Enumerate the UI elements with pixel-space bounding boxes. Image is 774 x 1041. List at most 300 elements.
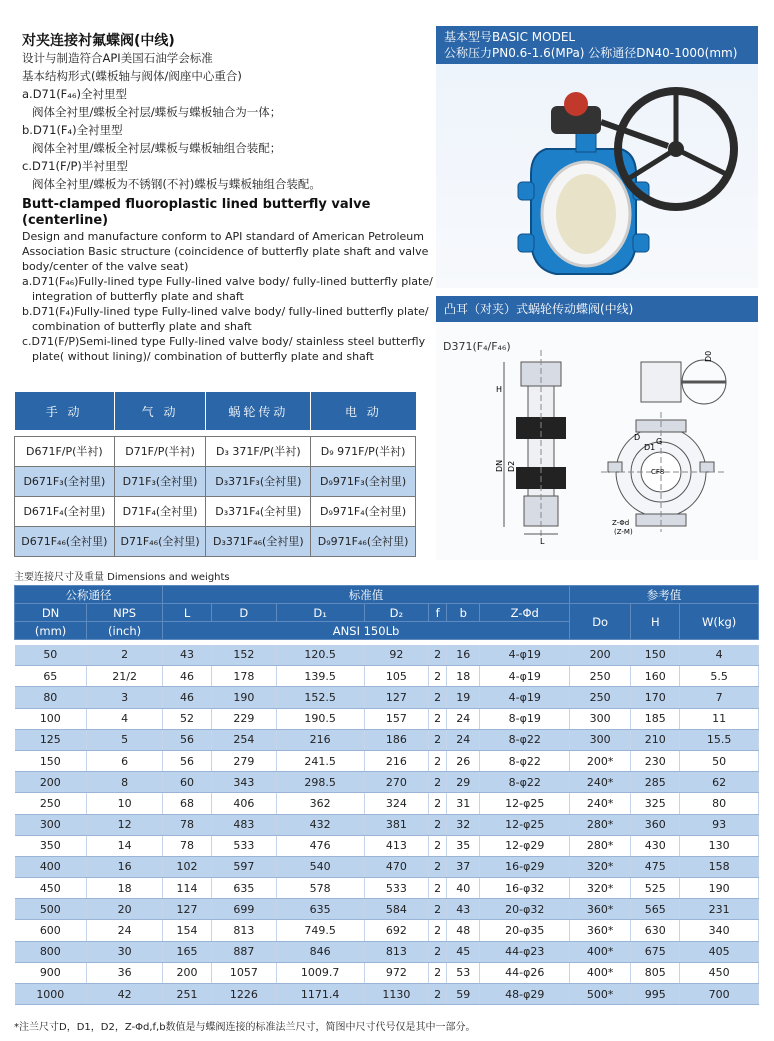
table-cell: 170 (631, 687, 680, 708)
table-cell: 16 (447, 645, 480, 666)
table-cell: 62 (680, 772, 759, 793)
basic-model-line1: 基本型号BASIC MODEL (444, 30, 576, 44)
table-cell: 362 (276, 793, 364, 814)
op-cell: D671F/P(半衬) (15, 436, 115, 466)
table-cell: 476 (276, 835, 364, 856)
table-cell: 298.5 (276, 772, 364, 793)
table-cell: 152.5 (276, 687, 364, 708)
table-cell: 200 (15, 772, 87, 793)
table-cell: 36 (87, 962, 163, 983)
table-cell: 185 (631, 708, 680, 729)
table-cell: 139.5 (276, 666, 364, 687)
table-cell: 4 (87, 708, 163, 729)
table-cell: 565 (631, 899, 680, 920)
basic-model-header (436, 26, 758, 64)
table-cell: 340 (680, 920, 759, 941)
table-cell: 749.5 (276, 920, 364, 941)
table-cell: 813 (212, 920, 277, 941)
table-cell: 597 (212, 856, 277, 877)
table-row (15, 666, 759, 687)
table-cell: 2 (429, 666, 447, 687)
table-cell: 1226 (212, 984, 277, 1005)
col-dn-unit: (mm) (15, 622, 87, 640)
table-cell: 16-φ32 (480, 878, 570, 899)
table-row (15, 729, 759, 750)
table-cell: 241.5 (276, 750, 364, 771)
table-cell: 470 (364, 856, 429, 877)
dim-l-label: L (540, 537, 545, 546)
col-header: D (212, 604, 277, 622)
table-cell: 600 (15, 920, 87, 941)
table-row (15, 962, 759, 983)
table-cell: 846 (276, 941, 364, 962)
table-cell: 400* (570, 941, 631, 962)
intro-cn-line: a.D71(F₄₆)全衬里型 (22, 87, 127, 101)
table-cell: 450 (680, 962, 759, 983)
table-row (15, 856, 759, 877)
table-cell: 4-φ19 (480, 687, 570, 708)
table-cell: 165 (163, 941, 212, 962)
drawing-model-label: D371(F₄/F₄₆) (443, 340, 511, 353)
op-row (15, 526, 416, 556)
op-row (15, 496, 416, 526)
table-cell: 80 (15, 687, 87, 708)
table-row (15, 878, 759, 899)
table-cell: 300 (15, 814, 87, 835)
table-cell: 887 (212, 941, 277, 962)
group-reference-header: 参考值 (570, 586, 759, 604)
table-cell: 533 (212, 835, 277, 856)
table-cell: 2 (429, 899, 447, 920)
title-en-line-2: (centerline) (22, 213, 109, 228)
table-cell: 40 (447, 878, 480, 899)
table-cell: 1057 (212, 962, 277, 983)
table-cell: 210 (631, 729, 680, 750)
col-header: Z-Φd (480, 604, 570, 622)
table-cell: 59 (447, 984, 480, 1005)
table-cell: 24 (447, 729, 480, 750)
table-cell: 2 (429, 920, 447, 941)
op-cell: D₃371F₄(全衬里) (206, 496, 311, 526)
table-cell: 699 (212, 899, 277, 920)
table-cell: 995 (631, 984, 680, 1005)
table-cell: 2 (429, 645, 447, 666)
table-cell: 8-φ19 (480, 708, 570, 729)
table-cell: 18 (447, 666, 480, 687)
dim-h-label: H (496, 385, 503, 394)
table-cell: 8-φ22 (480, 772, 570, 793)
table-cell: 56 (163, 750, 212, 771)
table-cell: 53 (447, 962, 480, 983)
table-cell: 114 (163, 878, 212, 899)
table-cell: 15.5 (680, 729, 759, 750)
table-cell: 12-φ25 (480, 793, 570, 814)
table-cell: 360 (631, 814, 680, 835)
table-cell: 635 (276, 899, 364, 920)
table-cell: 240* (570, 772, 631, 793)
table-cell: 19 (447, 687, 480, 708)
table-cell: 200* (570, 750, 631, 771)
table-cell: 540 (276, 856, 364, 877)
table-cell: 320* (570, 878, 631, 899)
table-cell: 800 (15, 941, 87, 962)
technical-drawing (436, 322, 758, 560)
table-cell: 100 (15, 708, 87, 729)
table-cell: 584 (364, 899, 429, 920)
table-cell: 2 (429, 984, 447, 1005)
table-cell: 1009.7 (276, 962, 364, 983)
table-cell: 130 (680, 835, 759, 856)
valve-photo (436, 64, 758, 288)
table-cell: 350 (15, 835, 87, 856)
table-cell: 14 (87, 835, 163, 856)
table-row (15, 899, 759, 920)
table-cell: 483 (212, 814, 277, 835)
drawing-subtitle: 凸耳（对夹）式蜗轮传动蝶阀(中线) (436, 296, 758, 322)
table-cell: 250 (570, 666, 631, 687)
table-cell: 30 (87, 941, 163, 962)
op-cell: D71F/P(半衬) (114, 436, 206, 466)
table-cell: 343 (212, 772, 277, 793)
table-cell: 158 (680, 856, 759, 877)
table-cell: 2 (429, 835, 447, 856)
table-row (15, 708, 759, 729)
table-cell: 50 (680, 750, 759, 771)
table-cell: 42 (87, 984, 163, 1005)
table-cell: 150 (15, 750, 87, 771)
table-cell: 80 (680, 793, 759, 814)
table-cell: 37 (447, 856, 480, 877)
intro-cn-line: c.D71(F/P)半衬里型 (22, 159, 128, 173)
table-cell: 6 (87, 750, 163, 771)
table-cell: 279 (212, 750, 277, 771)
table-cell: 12 (87, 814, 163, 835)
table-cell: 250 (15, 793, 87, 814)
table-row (15, 772, 759, 793)
table-cell: 972 (364, 962, 429, 983)
col-header: b (447, 604, 480, 622)
table-cell: 46 (163, 687, 212, 708)
table-cell: 8-φ22 (480, 729, 570, 750)
dim-d2-label: D2 (507, 460, 516, 472)
table-cell: 160 (631, 666, 680, 687)
table-cell: 2 (429, 814, 447, 835)
table-cell: 16-φ29 (480, 856, 570, 877)
table-cell: 692 (364, 920, 429, 941)
table-cell: 5.5 (680, 666, 759, 687)
col-header: Do (570, 604, 631, 640)
table-cell: 635 (212, 878, 277, 899)
op-row (15, 436, 416, 466)
footnote: *注兰尺寸D，D1，D2，Z-Φd,f,b数值是与蝶阀连接的标准法兰尺寸，简图中尺寸代号仅是其中一部分。 (14, 1022, 476, 1033)
table-cell: 24 (447, 708, 480, 729)
intro-cn-line: 基本结构形式(蝶板轴与阀体/阀座中心重合) (22, 69, 242, 83)
table-cell: 2 (429, 793, 447, 814)
op-row (15, 466, 416, 496)
op-cell: D₃ 371F/P(半衬) (206, 436, 311, 466)
table-row (15, 984, 759, 1005)
table-cell: 200 (163, 962, 212, 983)
table-cell: 280* (570, 814, 631, 835)
table-cell: 4 (680, 645, 759, 666)
op-header-worm: 蜗轮传动 (206, 392, 311, 430)
intro-cn-line: 阀体全衬里/蝶板全衬层/蝶板与蝶板轴组合装配； (32, 141, 282, 155)
table-cell: 11 (680, 708, 759, 729)
table-cell: 240* (570, 793, 631, 814)
ansi-standard-header: ANSI 150Lb (163, 622, 570, 640)
table-cell: 270 (364, 772, 429, 793)
table-cell: 4-φ19 (480, 666, 570, 687)
table-cell: 324 (364, 793, 429, 814)
table-row (15, 835, 759, 856)
table-cell: 2 (429, 708, 447, 729)
table-cell: 52 (163, 708, 212, 729)
intro-en-line: b.D71(F₄)Fully-lined type Fully-lined valve body/ fully-lined butterfly plate/ (22, 305, 429, 318)
table-cell: 105 (364, 666, 429, 687)
col-header: L (163, 604, 212, 622)
table-cell: 405 (680, 941, 759, 962)
table-cell: 44-φ23 (480, 941, 570, 962)
table-cell: 190.5 (276, 708, 364, 729)
dim-cf8-label: CF8 (651, 468, 665, 476)
table-cell: 231 (680, 899, 759, 920)
op-cell: D71F₄₆(全衬里) (114, 526, 206, 556)
table-cell: 360* (570, 920, 631, 941)
table-cell: 102 (163, 856, 212, 877)
op-header-manual: 手 动 (15, 392, 115, 430)
page-title-en (22, 197, 370, 229)
table-cell: 360* (570, 899, 631, 920)
table-cell: 186 (364, 729, 429, 750)
table-cell: 92 (364, 645, 429, 666)
table-cell: 43 (163, 645, 212, 666)
intro-en-line: Association Basic structure (coincidence of butterfly plate shaft and valve (22, 245, 429, 258)
group-standard-header: 标准值 (163, 586, 570, 604)
intro-en-line: c.D71(F/P)Semi-lined type Fully-lined valve body/ stainless steel butterfly (22, 335, 426, 348)
table-cell: 31 (447, 793, 480, 814)
table-cell: 2 (429, 962, 447, 983)
op-header-electric: 电 动 (311, 392, 416, 430)
intro-cn-line: 阀体全衬里/蝶板为不锈钢(不衬)蝶板与蝶板轴组合装配。 (32, 177, 321, 191)
table-cell: 20 (87, 899, 163, 920)
table-cell: 190 (212, 687, 277, 708)
intro-en-line: plate( without lining)/ combination of butterfly plate and shaft (32, 350, 374, 363)
table-cell: 813 (364, 941, 429, 962)
basic-model-line2: 公称压力PN0.6-1.6(MPa) 公称通径DN40-1000(mm) (444, 46, 738, 60)
op-cell: D₉971F₄₆(全衬里) (311, 526, 416, 556)
table-cell: 93 (680, 814, 759, 835)
table-cell: 120.5 (276, 645, 364, 666)
table-cell: 154 (163, 920, 212, 941)
op-cell: D671F₄(全衬里) (15, 496, 115, 526)
table-cell: 20-φ32 (480, 899, 570, 920)
table-cell: 46 (163, 666, 212, 687)
op-cell: D671F₄₆(全衬里) (15, 526, 115, 556)
table-cell: 381 (364, 814, 429, 835)
op-cell: D₉971F₃(全衬里) (311, 466, 416, 496)
dim-zfd-label: Z-Φd (612, 519, 630, 527)
table-cell: 48-φ29 (480, 984, 570, 1005)
table-cell: 400 (15, 856, 87, 877)
table-cell: 2 (429, 750, 447, 771)
table-cell: 10 (87, 793, 163, 814)
table-cell: 43 (447, 899, 480, 920)
table-cell: 2 (429, 729, 447, 750)
table-cell: 630 (631, 920, 680, 941)
table-cell: 251 (163, 984, 212, 1005)
technical-drawing-icon (436, 322, 758, 560)
table-cell: 20-φ35 (480, 920, 570, 941)
table-cell: 500 (15, 899, 87, 920)
table-cell: 2 (429, 878, 447, 899)
table-row (15, 941, 759, 962)
table-cell: 413 (364, 835, 429, 856)
table-cell: 2 (87, 645, 163, 666)
table-cell: 500* (570, 984, 631, 1005)
table-cell: 450 (15, 878, 87, 899)
table-cell: 200 (570, 645, 631, 666)
table-cell: 2 (429, 772, 447, 793)
table-cell: 44-φ26 (480, 962, 570, 983)
table-cell: 60 (163, 772, 212, 793)
table-cell: 8 (87, 772, 163, 793)
col-header: D₂ (364, 604, 429, 622)
table-row (15, 920, 759, 941)
dim-g-label: G (656, 437, 663, 446)
valve-photo-icon (436, 64, 758, 288)
table-cell: 78 (163, 814, 212, 835)
table-cell: 78 (163, 835, 212, 856)
table-cell: 525 (631, 878, 680, 899)
table-cell: 12-φ25 (480, 814, 570, 835)
intro-en-line: Design and manufacture conform to API standard of American Petroleum (22, 230, 424, 243)
op-cell: D₃371F₃(全衬里) (206, 466, 311, 496)
table-cell: 178 (212, 666, 277, 687)
intro-en-line: body/center of the valve seat) (22, 260, 189, 273)
table-cell: 325 (631, 793, 680, 814)
op-cell: D671F₃(全衬里) (15, 466, 115, 496)
op-cell: D₉971F₄(全衬里) (311, 496, 416, 526)
col-header: H (631, 604, 680, 640)
col-nps-header: NPS (87, 604, 163, 622)
table-row (15, 750, 759, 771)
table-cell: 3 (87, 687, 163, 708)
table-cell: 280* (570, 835, 631, 856)
table-cell: 700 (680, 984, 759, 1005)
op-cell: D₉ 971F/P(半衬) (311, 436, 416, 466)
table-cell: 2 (429, 941, 447, 962)
table-cell: 50 (15, 645, 87, 666)
op-cell: D71F₃(全衬里) (114, 466, 206, 496)
table-cell: 24 (87, 920, 163, 941)
operation-type-table (14, 392, 416, 557)
table-row (15, 645, 759, 666)
table-cell: 65 (15, 666, 87, 687)
table-cell: 2 (429, 856, 447, 877)
table-row (15, 793, 759, 814)
table-cell: 533 (364, 878, 429, 899)
intro-cn-line: 设计与制造符合API美国石油学会标准 (22, 51, 213, 65)
group-nominal-header: 公称通径 (15, 586, 163, 604)
dim-zm-label: (Z-M) (614, 528, 633, 536)
table-cell: 21/2 (87, 666, 163, 687)
table-row (15, 814, 759, 835)
table-cell: 190 (680, 878, 759, 899)
table-cell: 805 (631, 962, 680, 983)
table-cell: 48 (447, 920, 480, 941)
table-cell: 5 (87, 729, 163, 750)
title-en-line-1: Butt-clamped fluoroplastic lined butterfly valve (22, 197, 371, 212)
op-header-pneumatic: 气 动 (114, 392, 206, 430)
table-cell: 406 (212, 793, 277, 814)
dim-dn-label: DN (495, 459, 504, 472)
dim-d1-label: D1 (644, 443, 656, 452)
col-nps-unit: (inch) (87, 622, 163, 640)
table-cell: 285 (631, 772, 680, 793)
col-header: W(kg) (680, 604, 759, 640)
table-cell: 400* (570, 962, 631, 983)
intro-en-line: a.D71(F₄₆)Fully-lined type Fully-lined valve body/ fully-lined butterfly plate/ (22, 275, 433, 288)
table-cell: 254 (212, 729, 277, 750)
table-cell: 1130 (364, 984, 429, 1005)
op-cell: D₃371F₄₆(全衬里) (206, 526, 311, 556)
table-cell: 1000 (15, 984, 87, 1005)
table-cell: 35 (447, 835, 480, 856)
table-cell: 900 (15, 962, 87, 983)
table-cell: 7 (680, 687, 759, 708)
table-cell: 2 (429, 687, 447, 708)
table-cell: 4-φ19 (480, 645, 570, 666)
dimensions-table (14, 585, 759, 1005)
page-title-cn: 对夹连接衬氟蝶阀(中线) (22, 33, 175, 49)
table-cell: 675 (631, 941, 680, 962)
table-cell: 432 (276, 814, 364, 835)
col-header: f (429, 604, 447, 622)
table-cell: 1171.4 (276, 984, 364, 1005)
col-header: D₁ (276, 604, 364, 622)
table-cell: 229 (212, 708, 277, 729)
table-cell: 475 (631, 856, 680, 877)
table-cell: 32 (447, 814, 480, 835)
table-cell: 45 (447, 941, 480, 962)
op-cell: D71F₄(全衬里) (114, 496, 206, 526)
table-cell: 152 (212, 645, 277, 666)
table-cell: 56 (163, 729, 212, 750)
table-cell: 157 (364, 708, 429, 729)
table-cell: 430 (631, 835, 680, 856)
table-cell: 26 (447, 750, 480, 771)
table-cell: 216 (364, 750, 429, 771)
intro-en-line: integration of butterfly plate and shaft (32, 290, 244, 303)
table-cell: 216 (276, 729, 364, 750)
table-cell: 578 (276, 878, 364, 899)
table-cell: 250 (570, 687, 631, 708)
intro-cn-line: 阀体全衬里/蝶板全衬层/蝶板与蝶板轴合为一体； (32, 105, 282, 119)
table-cell: 8-φ22 (480, 750, 570, 771)
table-cell: 150 (631, 645, 680, 666)
table-cell: 68 (163, 793, 212, 814)
table-cell: 230 (631, 750, 680, 771)
dimensions-caption: 主要连接尺寸及重量 Dimensions and weights (14, 572, 230, 583)
intro-en-line: combination of butterfly plate and shaft (32, 320, 252, 333)
table-cell: 127 (163, 899, 212, 920)
col-dn-header: DN (15, 604, 87, 622)
table-cell: 127 (364, 687, 429, 708)
table-cell: 18 (87, 878, 163, 899)
intro-cn-line: b.D71(F₄)全衬里型 (22, 123, 123, 137)
table-cell: 12-φ29 (480, 835, 570, 856)
table-row (15, 687, 759, 708)
